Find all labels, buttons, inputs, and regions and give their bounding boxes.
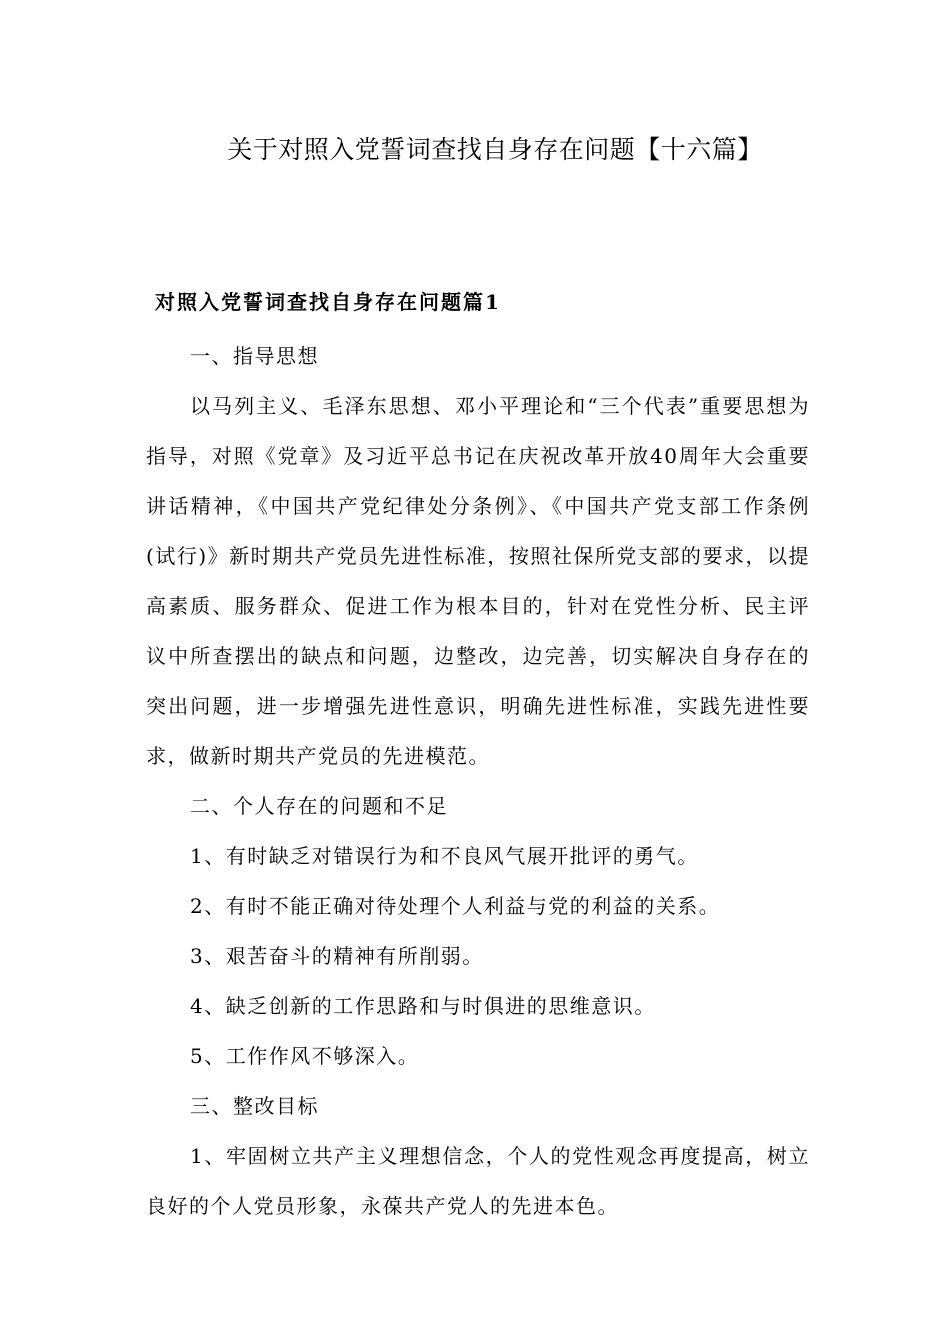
document-title: 关于对照入党誓词查找自身存在问题【十六篇】 (227, 135, 763, 164)
paragraph-guiding-thought: 以马列主义、毛泽东思想、邓小平理论和“三个代表”重要思想为指导，对照《党章》及习近平总书记在庆祝改革开放40周年大会重要讲话精神，《中国共产党纪律处分条例》、《中国共产党支部工作条例(试行)》新时期共产党员先进性标准，按照社保所党支部的要求，以提高素质、服务群众、促进工作为根本目的，针对在党性分析、民主评议中所查摆出的缺点和问题，边整改，边完善，切实解决自身存在的突出问题，进一步增强先进性意识，明确先进性标准，实践先进性要求，做新时期共产党员的先进模范。 (146, 394, 810, 768)
heading-rectification-goals: 三、整改目标 (190, 1094, 319, 1118)
problem-item-1: 1、有时缺乏对错误行为和不良风气展开批评的勇气。 (190, 844, 699, 868)
heading-problems: 二、个人存在的问题和不足 (190, 794, 448, 818)
problem-item-3: 3、艰苦奋斗的精神有所削弱。 (190, 944, 484, 968)
problem-item-2: 2、有时不能正确对待处理个人利益与党的利益的关系。 (190, 894, 721, 918)
document-body (146, 331, 810, 1231)
section-heading: 对照入党誓词查找自身存在问题篇1 (155, 290, 501, 314)
heading-guiding-thought: 一、指导思想 (190, 344, 319, 368)
problem-item-4: 4、缺乏创新的工作思路和与时俱进的思维意识。 (190, 994, 656, 1018)
problem-item-5: 5、工作作风不够深入。 (190, 1044, 420, 1068)
goal-item-1: 1、牢固树立共产主义理想信念，个人的党性观念再度提高，树立良好的个人党员形象，永葆共产党人的先进本色。 (146, 1144, 810, 1218)
